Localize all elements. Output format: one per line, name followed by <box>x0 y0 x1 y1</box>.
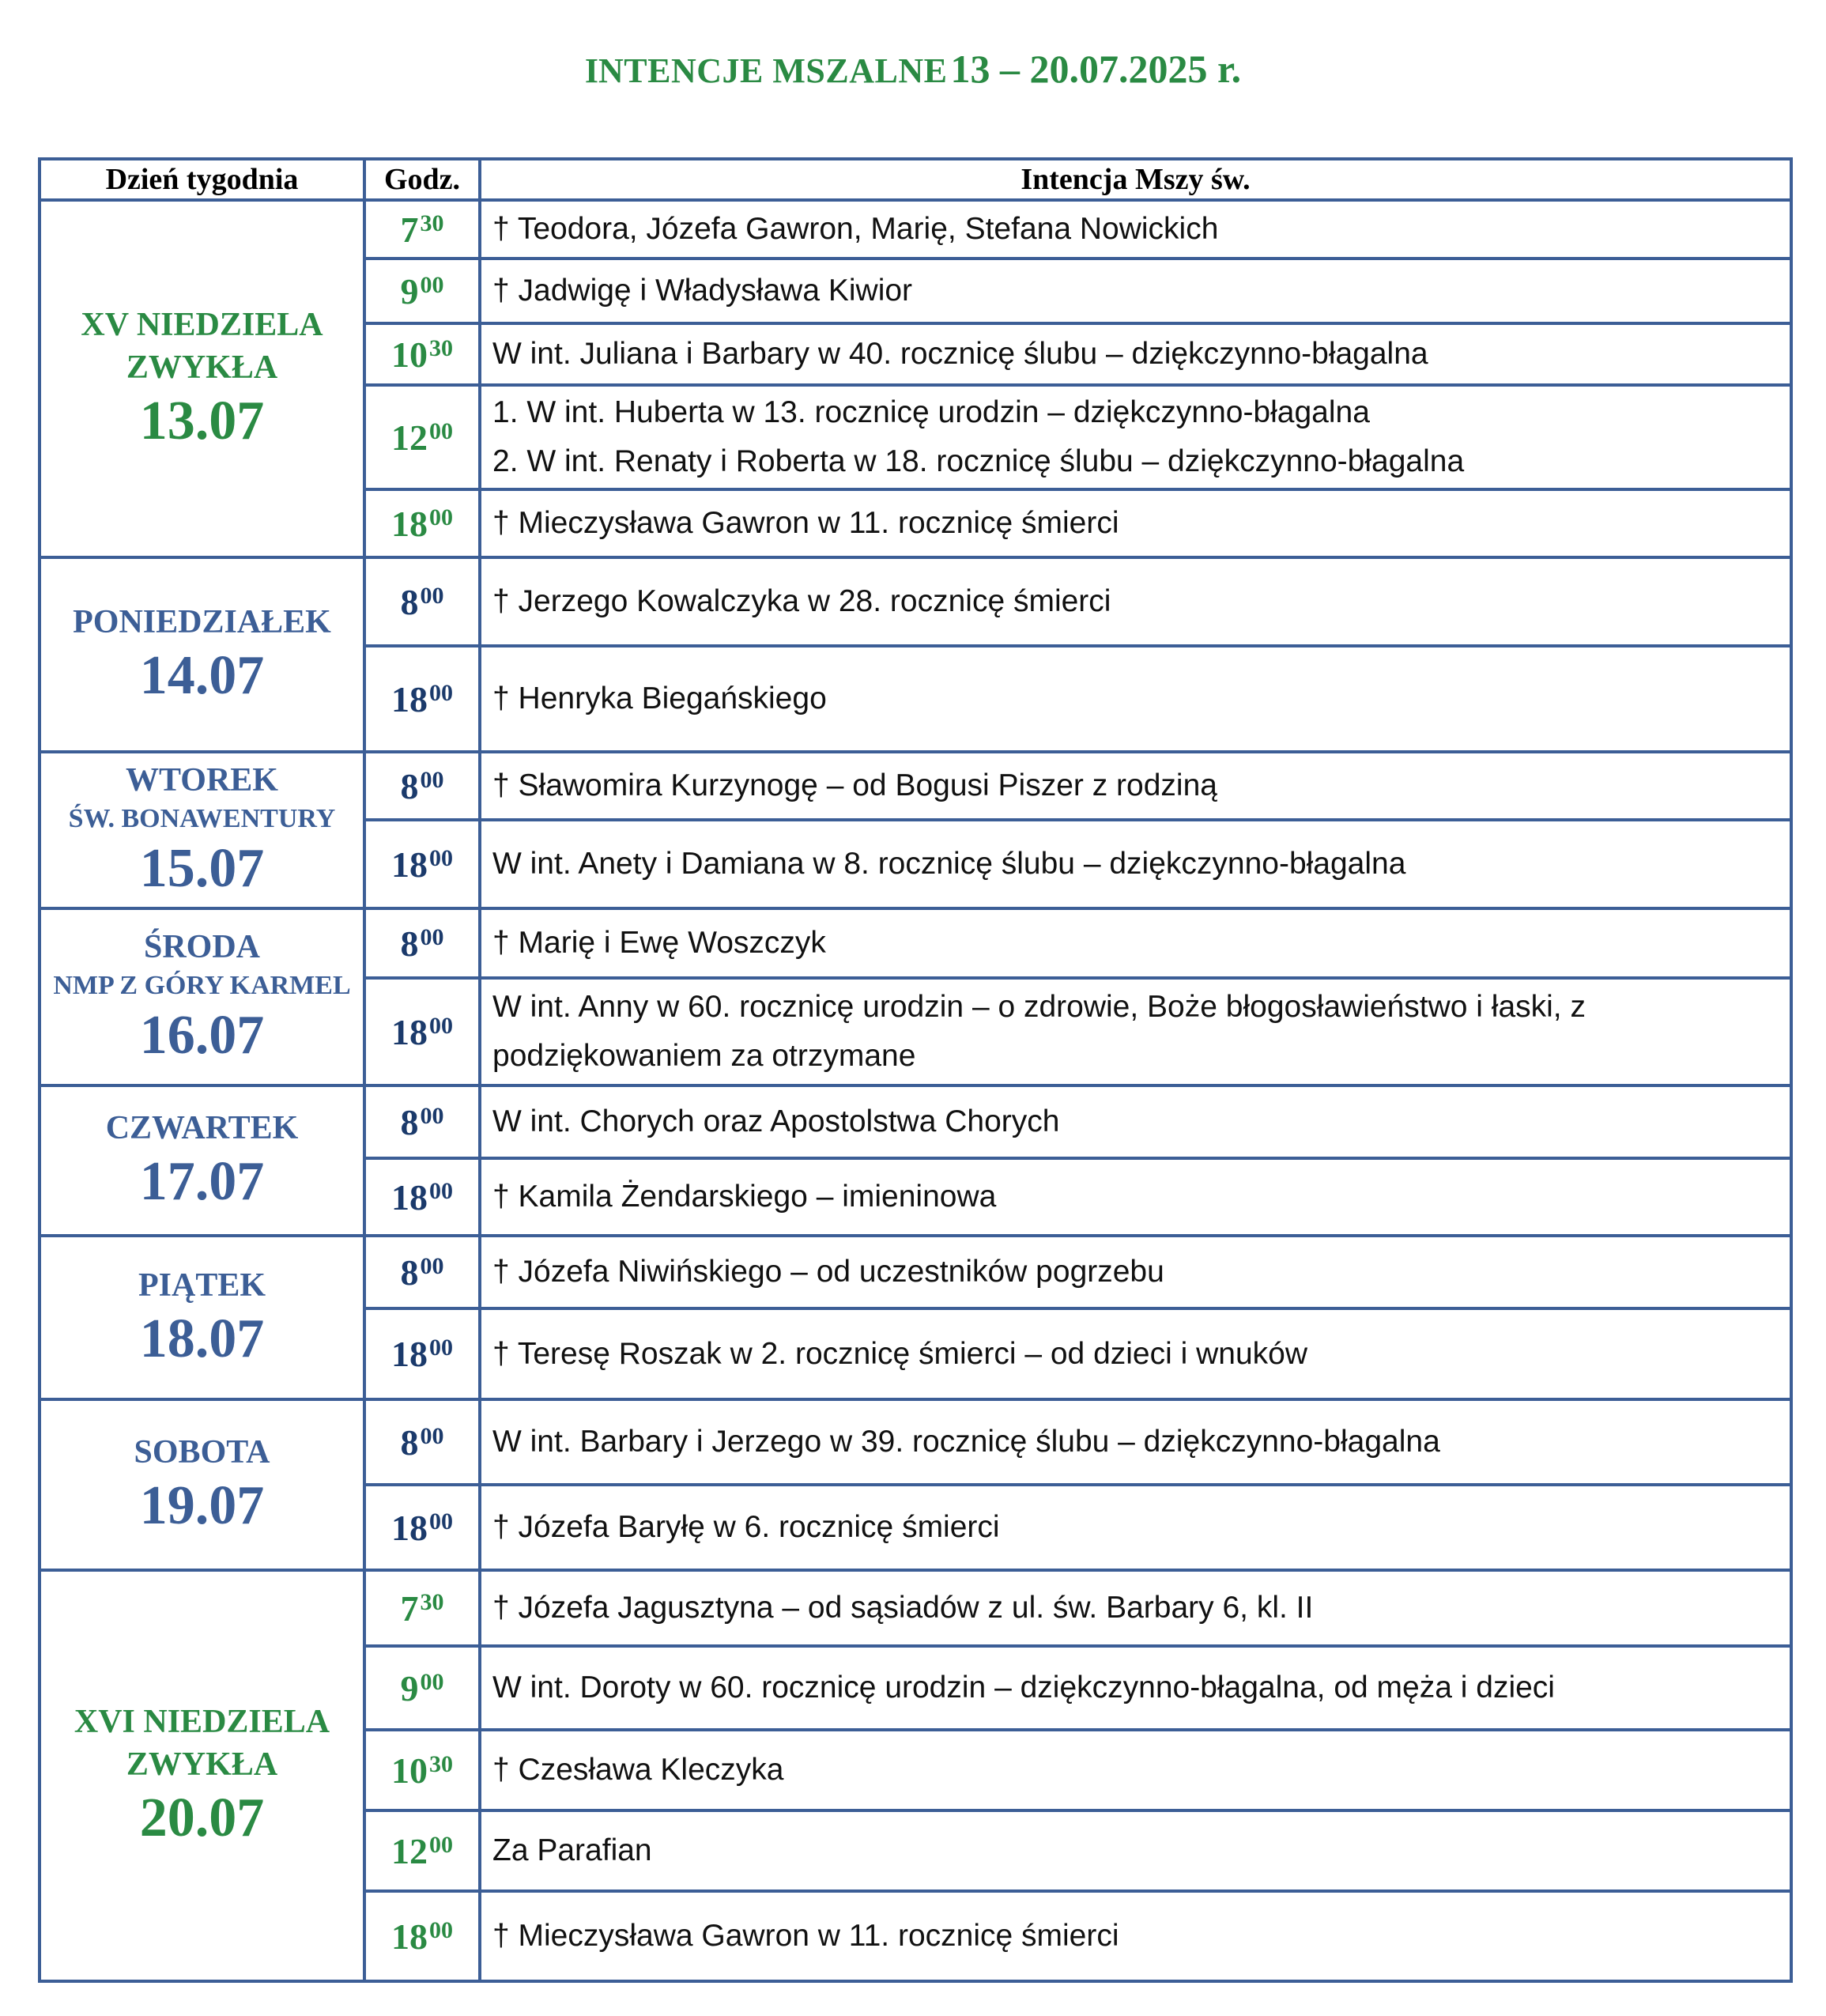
day-name: WTOREK <box>126 762 278 798</box>
day-date: 16.07 <box>139 1005 265 1066</box>
mass-intention <box>480 1308 1791 1399</box>
day-name: XVI NIEDZIELA <box>74 1704 330 1740</box>
mass-time <box>364 557 480 646</box>
time-hour: 8 <box>400 923 419 964</box>
intention-line: † Teresę Roszak w 2. rocznicę śmierci – od dzieci i wnuków <box>492 1336 1308 1371</box>
intention-line: † Teodora, Józefa Gawron, Marię, Stefana Nowickich <box>492 212 1219 246</box>
day-name: SOBOTA <box>134 1434 270 1470</box>
header-row <box>40 159 1791 200</box>
mass-intention <box>480 646 1791 752</box>
time-hour: 18 <box>391 1011 428 1052</box>
mass-intention <box>480 1236 1791 1308</box>
intention-line: † Sławomira Kurzynogę – od Bogusi Piszer z rodziną <box>492 768 1217 802</box>
title-dates: 13 – 20.07.2025 r. <box>950 47 1242 91</box>
time-minutes: 00 <box>429 679 453 706</box>
day-date: 18.07 <box>139 1308 265 1369</box>
time-hour: 8 <box>400 581 419 622</box>
intention-line: † Józefa Baryłę w 6. rocznicę śmierci <box>492 1510 1000 1544</box>
time-hour: 18 <box>391 678 428 719</box>
time-minutes: 00 <box>420 582 444 609</box>
day-date: 15.07 <box>139 838 265 899</box>
time-hour: 18 <box>391 1176 428 1218</box>
mass-time <box>364 1158 480 1236</box>
mass-time <box>364 1236 480 1308</box>
day-cell <box>40 1399 364 1570</box>
intention-line: † Jerzego Kowalczyka w 28. rocznicę śmierci <box>492 584 1111 618</box>
mass-intention <box>480 752 1791 820</box>
intention-line: 2. W int. Renaty i Roberta w 18. rocznicę ślubu – dziękczynno-błagalna <box>492 444 1465 478</box>
time-minutes: 00 <box>429 1335 453 1361</box>
mass-intention <box>480 557 1791 646</box>
time-minutes: 30 <box>420 1588 444 1615</box>
mass-row <box>40 908 1791 978</box>
mass-time <box>364 978 480 1085</box>
time-minutes: 00 <box>429 1916 453 1943</box>
header-intent: Intencja Mszy św. <box>480 159 1791 200</box>
day-cell <box>40 557 364 752</box>
intention-line: W int. Anety i Damiana w 8. rocznicę ślubu – dziękczynno-błagalna <box>492 847 1406 881</box>
day-date: 17.07 <box>139 1151 265 1212</box>
time-minutes: 30 <box>429 334 453 361</box>
mass-time <box>364 259 480 323</box>
intention-line: W int. Doroty w 60. rocznicę urodzin – dziękczynno-błagalna, od męża i dzieci <box>492 1671 1555 1705</box>
mass-time <box>364 1570 480 1646</box>
intention-line: Za Parafian <box>492 1833 652 1867</box>
intention-line: † Marię i Ewę Woszczyk <box>492 926 826 960</box>
time-minutes: 00 <box>420 766 444 793</box>
day-name: ŚRODA <box>143 929 261 965</box>
time-minutes: 00 <box>429 504 453 530</box>
time-hour: 12 <box>391 417 428 458</box>
time-minutes: 00 <box>420 1102 444 1129</box>
mass-time <box>364 200 480 259</box>
mass-time <box>364 385 480 489</box>
mass-row <box>40 557 1791 646</box>
mass-intention <box>480 1158 1791 1236</box>
time-minutes: 00 <box>420 923 444 950</box>
mass-time <box>364 489 480 557</box>
time-minutes: 00 <box>429 1508 453 1535</box>
time-minutes: 00 <box>420 1252 444 1279</box>
mass-row <box>40 200 1791 259</box>
mass-row <box>40 1570 1791 1646</box>
time-hour: 10 <box>391 1750 428 1791</box>
mass-time <box>364 908 480 978</box>
day-date: 20.07 <box>139 1788 265 1848</box>
mass-intention <box>480 1646 1791 1730</box>
intention-line: † Czesława Kleczyka <box>492 1753 784 1787</box>
intention-line: † Kamila Żendarskiego – imieninowa <box>492 1180 997 1214</box>
day-name: PIĄTEK <box>138 1267 266 1304</box>
time-hour: 9 <box>400 1667 419 1708</box>
time-hour: 7 <box>400 209 419 250</box>
mass-intention <box>480 908 1791 978</box>
mass-intention <box>480 1891 1791 1981</box>
mass-intention <box>480 489 1791 557</box>
day-name: ZWYKŁA <box>126 1746 278 1783</box>
time-hour: 10 <box>391 334 428 375</box>
mass-time <box>364 1308 480 1399</box>
intention-line: † Józefa Jagusztyna – od sąsiadów z ul. św. Barbary 6, kl. II <box>492 1591 1314 1625</box>
mass-time <box>364 1730 480 1810</box>
day-cell <box>40 1236 364 1399</box>
mass-intention <box>480 820 1791 908</box>
day-name: PONIEDZIAŁEK <box>73 604 331 640</box>
mass-row <box>40 1399 1791 1485</box>
page-title <box>0 46 1826 92</box>
mass-intention <box>480 1570 1791 1646</box>
time-hour: 8 <box>400 1252 419 1293</box>
day-date: 19.07 <box>139 1475 265 1536</box>
time-minutes: 30 <box>420 210 444 236</box>
time-minutes: 00 <box>429 1177 453 1204</box>
time-minutes: 00 <box>429 417 453 444</box>
time-hour: 8 <box>400 1421 419 1463</box>
time-hour: 18 <box>391 1916 428 1957</box>
time-minutes: 00 <box>420 1422 444 1449</box>
mass-time <box>364 1646 480 1730</box>
day-name: CZWARTEK <box>105 1110 299 1146</box>
day-feast: ŚW. BONAWENTURY <box>68 804 336 833</box>
time-hour: 18 <box>391 1334 428 1374</box>
intention-line: † Józefa Niwińskiego – od uczestników pogrzebu <box>492 1255 1164 1289</box>
title-initial: I <box>584 51 599 90</box>
mass-time <box>364 323 480 385</box>
time-hour: 9 <box>400 270 419 311</box>
mass-row <box>40 752 1791 820</box>
day-name: XV NIEDZIELA <box>81 307 323 343</box>
mass-intention <box>480 1399 1791 1485</box>
time-hour: 18 <box>391 844 428 885</box>
day-cell <box>40 752 364 908</box>
mass-time <box>364 1485 480 1570</box>
mass-time <box>364 1085 480 1158</box>
day-cell <box>40 1570 364 1981</box>
intention-line: W int. Chorych oraz Apostolstwa Chorych <box>492 1104 1060 1138</box>
day-date: 13.07 <box>139 391 265 451</box>
mass-intention <box>480 1810 1791 1891</box>
mass-time <box>364 820 480 908</box>
mass-intention <box>480 259 1791 323</box>
mass-intention <box>480 200 1791 259</box>
mass-row <box>40 1236 1791 1308</box>
time-minutes: 00 <box>429 1831 453 1858</box>
mass-intentions-table <box>38 157 1793 1983</box>
day-cell <box>40 1085 364 1236</box>
mass-intention <box>480 385 1791 489</box>
intention-line: † Henryka Biegańskiego <box>492 681 827 715</box>
intention-line: † Mieczysława Gawron w 11. rocznicę śmierci <box>492 506 1119 540</box>
time-hour: 8 <box>400 1101 419 1142</box>
mass-intention <box>480 323 1791 385</box>
intention-line: W int. Juliana i Barbary w 40. rocznicę ślubu – dziękczynno-błagalna <box>492 337 1428 371</box>
intention-line: W int. Anny w 60. rocznicę urodzin – o zdrowie, Boże błogosławieństwo i łaski, z <box>492 990 1586 1024</box>
header-time: Godz. <box>364 159 480 200</box>
mass-time <box>364 752 480 820</box>
day-cell <box>40 200 364 557</box>
day-feast: NMP Z GÓRY KARMEL <box>53 971 351 1000</box>
intention-line: † Jadwigę i Władysława Kiwior <box>492 274 913 308</box>
mass-intention <box>480 1730 1791 1810</box>
day-name: ZWYKŁA <box>126 349 278 386</box>
time-minutes: 00 <box>420 1668 444 1695</box>
day-date: 14.07 <box>139 645 265 706</box>
time-hour: 8 <box>400 765 419 806</box>
time-minutes: 00 <box>429 844 453 871</box>
time-hour: 12 <box>391 1830 428 1871</box>
mass-time <box>364 1891 480 1981</box>
time-minutes: 00 <box>429 1012 453 1039</box>
header-day: Dzień tygodnia <box>40 159 364 200</box>
mass-row <box>40 1085 1791 1158</box>
mass-intention <box>480 1485 1791 1570</box>
schedule-body <box>40 200 1791 1981</box>
mass-time <box>364 1399 480 1485</box>
day-cell <box>40 908 364 1085</box>
intention-line: 1. W int. Huberta w 13. rocznicę urodzin – dziękczynno-błagalna <box>492 395 1370 429</box>
time-hour: 18 <box>391 1507 428 1548</box>
time-hour: 7 <box>400 1588 419 1629</box>
time-hour: 18 <box>391 503 428 544</box>
time-minutes: 00 <box>420 271 444 298</box>
intention-line: † Mieczysława Gawron w 11. rocznicę śmierci <box>492 1919 1119 1953</box>
mass-time <box>364 1810 480 1891</box>
mass-intention <box>480 1085 1791 1158</box>
intention-line: podziękowaniem za otrzymane <box>492 1039 916 1073</box>
intention-line: W int. Barbary i Jerzego w 39. rocznicę ślubu – dziękczynno-błagalna <box>492 1425 1440 1459</box>
title-text: NTENCJE MSZALNE <box>598 51 948 90</box>
mass-time <box>364 646 480 752</box>
mass-intention <box>480 978 1791 1085</box>
time-minutes: 30 <box>429 1750 453 1777</box>
